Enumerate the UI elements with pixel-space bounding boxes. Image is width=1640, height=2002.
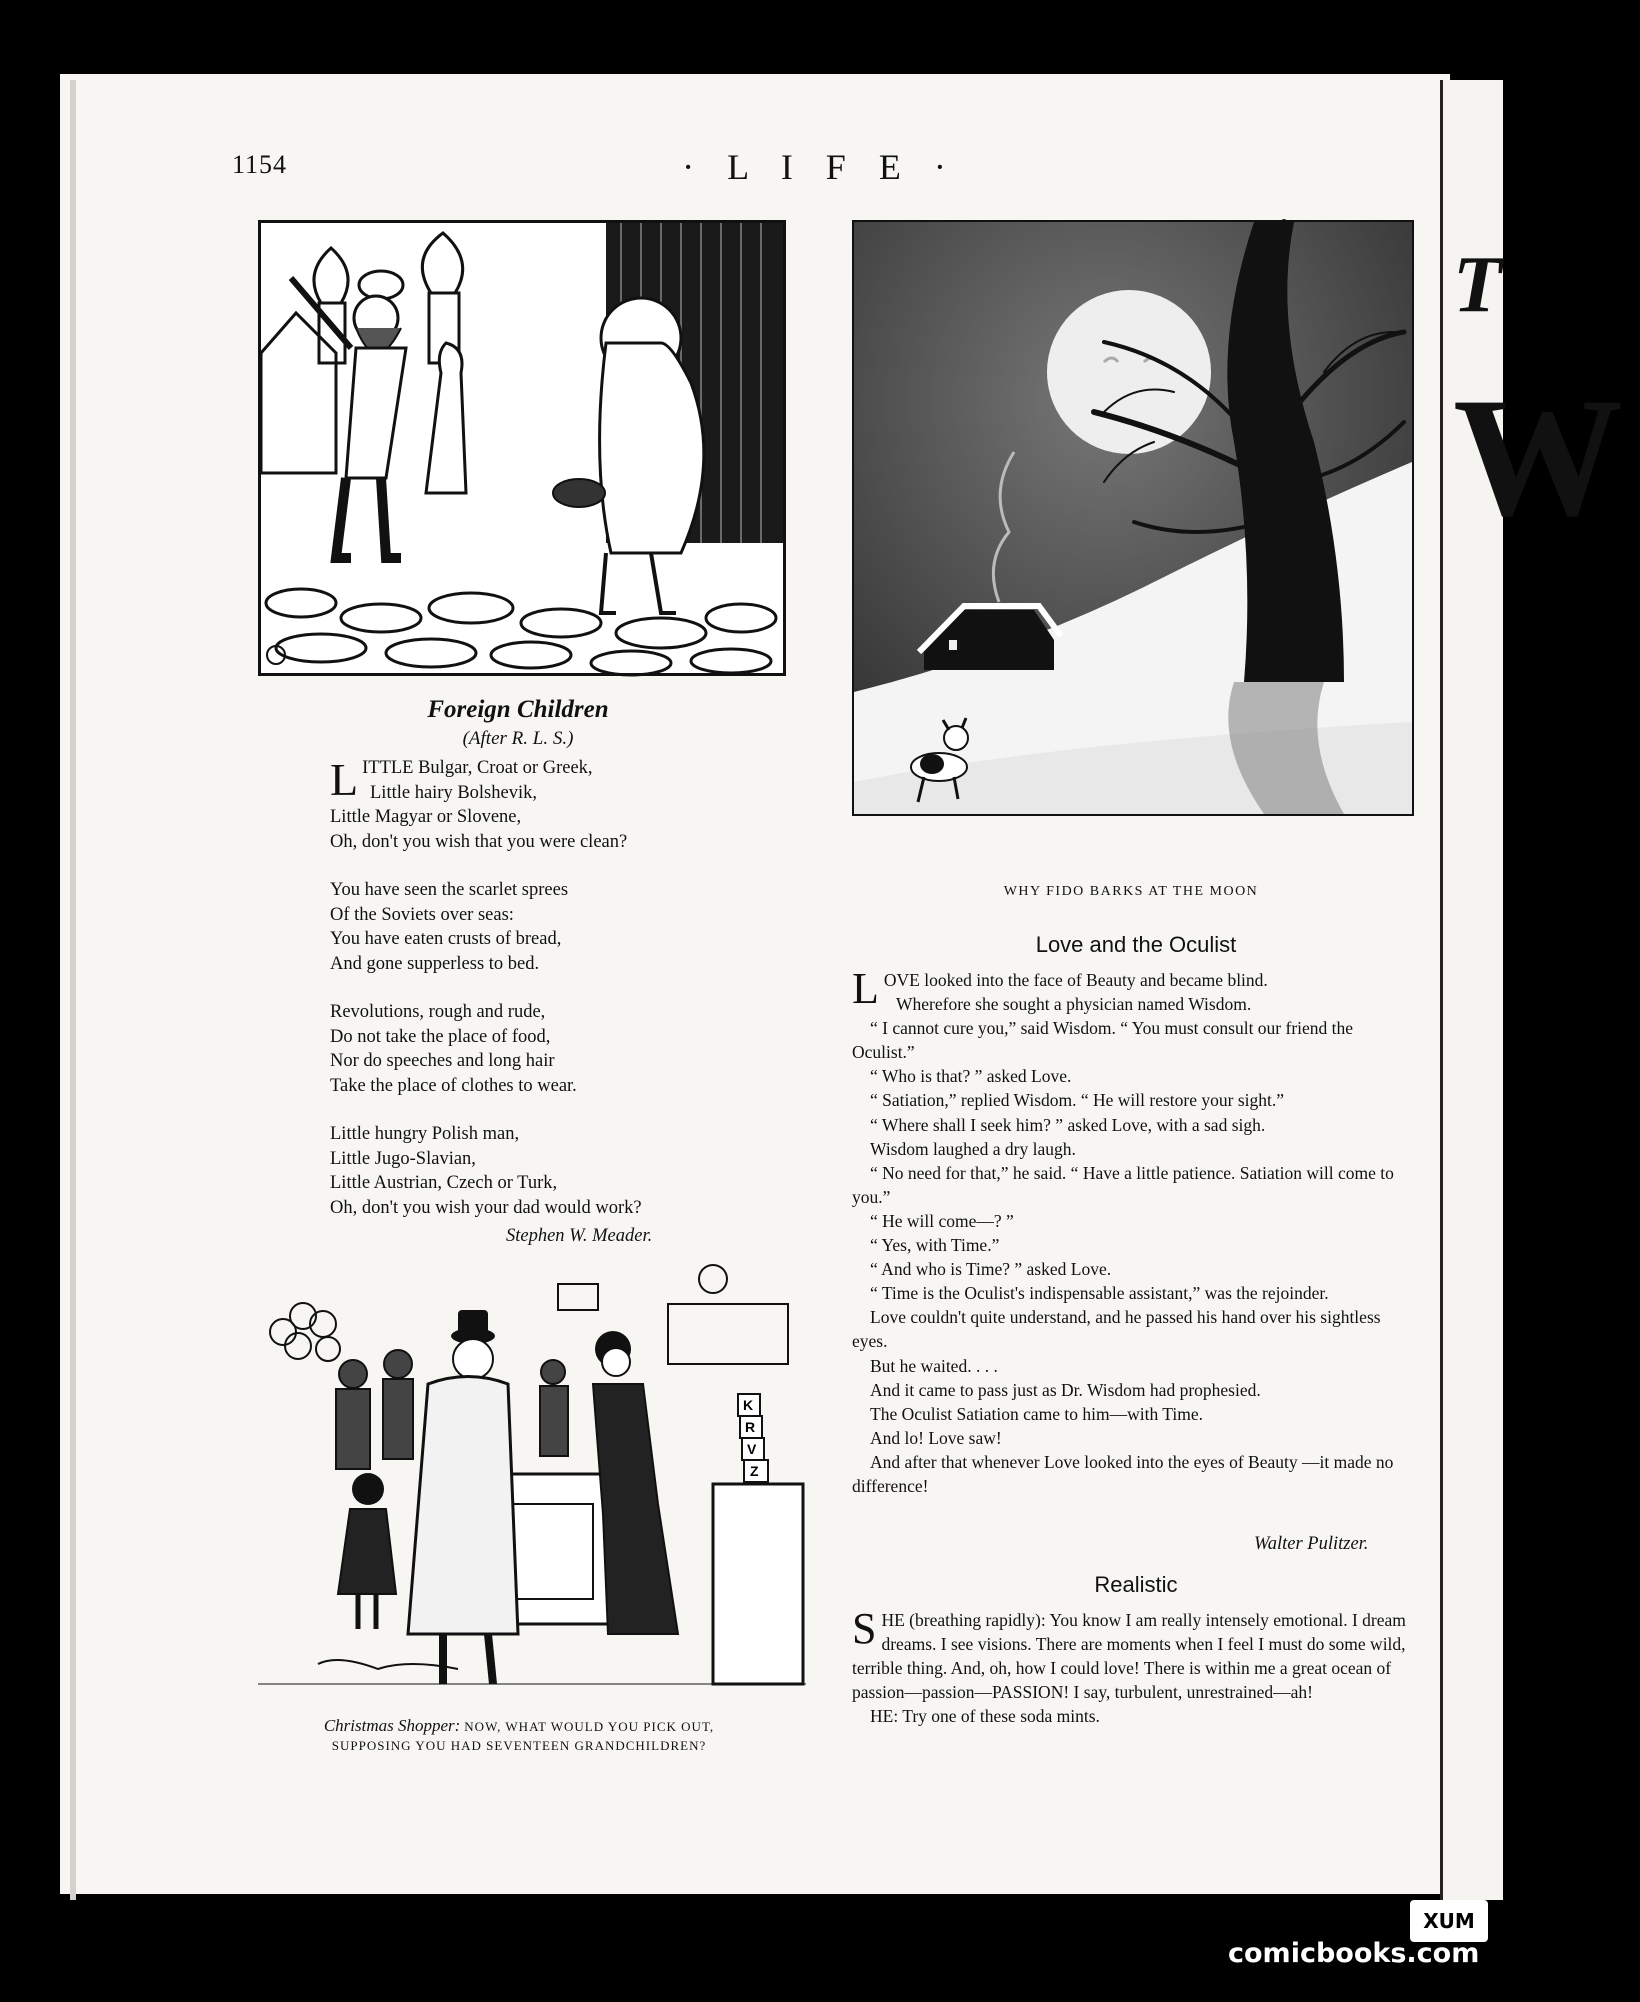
poem-subtitle: (After R. L. S.) <box>462 728 574 749</box>
oculist-line: And lo! Love saw! <box>870 1427 1002 1448</box>
christmas-shopper-cartoon <box>258 1264 806 1708</box>
cartoon-caption-line1: NOW, WHAT WOULD YOU PICK OUT, <box>464 1719 715 1734</box>
oculist-line: “ Who is that? ” asked Love. <box>870 1066 1072 1087</box>
page-number: 1154 <box>232 150 288 179</box>
cartoon-caption <box>264 1716 774 1755</box>
poem-author: Stephen W. Meader. <box>506 1226 653 1246</box>
poem-line: Of the Soviets over seas: <box>330 904 514 925</box>
poem-line: Little Magyar or Slovene, <box>330 807 522 827</box>
poem-dropcap: L <box>330 754 359 805</box>
poem-line: Little hungry Polish man, <box>330 1124 520 1144</box>
next-page-letter-w: W <box>1453 363 1623 551</box>
cartoon-caption-speaker: Christmas Shopper: <box>323 1716 461 1735</box>
oculist-line: Wherefore she sought a physician named Wisdom. <box>896 994 1252 1015</box>
poem-body <box>330 756 642 1220</box>
poem-line: Little Austrian, Czech or Turk, <box>330 1173 558 1193</box>
cartoon-caption-line2: SUPPOSING YOU HAD SEVENTEEN GRANDCHILDREN? <box>331 1738 707 1753</box>
poem-line: Take the place of clothes to wear. <box>330 1075 577 1096</box>
poem-line: You have eaten crusts of bread, <box>330 929 562 949</box>
oculist-line: But he waited. . . . <box>870 1355 998 1376</box>
oculist-line: And it came to pass just as Dr. Wisdom had prophesied. <box>870 1379 1261 1400</box>
poem-line: Oh, don't you wish your dad would work? <box>330 1197 642 1218</box>
oculist-line: “ He will come—? ” <box>870 1210 1014 1231</box>
oculist-line: “ Satiation,” replied Wisdom. “ He will restore your sight.” <box>870 1090 1285 1111</box>
poem-line: Do not take the place of food, <box>330 1026 551 1047</box>
oculist-dropcap: L <box>852 964 879 1013</box>
next-page-letter-t: T <box>1453 241 1502 329</box>
next-page-edge <box>1440 80 1623 1900</box>
oculist-line: “ And who is Time? ” asked Love. <box>870 1259 1112 1280</box>
poem-line: Little hairy Bolshevik, <box>370 782 537 803</box>
magazine-title: · L I F E · <box>682 147 958 187</box>
oculist-line: “ Time is the Oculist's indispensable assistant,” was the rejoinder. <box>870 1283 1329 1304</box>
oculist-line: Love couldn't quite understand, and he passed his hand over his sightless eyes. <box>852 1307 1381 1352</box>
oculist-line: “ Where shall I seek him? ” asked Love, with a sad sigh. <box>870 1114 1266 1135</box>
oculist-line: “ I cannot cure you,” said Wisdom. “ You must consult our friend the Oculist.” <box>852 1018 1354 1063</box>
poem-line: Nor do speeches and long hair <box>330 1051 555 1071</box>
oculist-line: Wisdom laughed a dry laugh. <box>870 1138 1076 1159</box>
moon-illustration <box>852 220 1414 816</box>
block-letter: R <box>745 1419 756 1435</box>
moon-caption: WHY FIDO BARKS AT THE MOON <box>1003 884 1259 899</box>
block-letter: Z <box>750 1463 759 1479</box>
oculist-line: “ No need for that,” he said. “ Have a little patience. Satiation will come to you.” <box>852 1162 1394 1207</box>
realistic-dropcap: S <box>852 1604 877 1653</box>
realistic-body <box>852 1604 1420 1728</box>
block-letter: K <box>743 1397 754 1413</box>
poem-line: Revolutions, rough and rude, <box>330 1002 546 1022</box>
realistic-she-text: HE (breathing rapidly): You know I am really intensely emotional. I dream dreams. I see visions. There are moments when I feel I must do some wild, terrible thing. And, oh, how I could love! There is within me a great ocean of passion—passion—PASSION! I say, turbulent, unrestrained—ah! <box>852 1610 1406 1703</box>
foreign-children-illustration <box>258 220 786 676</box>
poem-line: You have seen the scarlet sprees <box>330 880 569 900</box>
oculist-line: “ Yes, with Time.” <box>870 1235 1000 1256</box>
oculist-title: Love and the Oculist <box>1035 932 1237 957</box>
poem-line: Little Jugo-Slavian, <box>330 1148 476 1169</box>
realistic-he-text: HE: Try one of these soda mints. <box>870 1706 1100 1727</box>
oculist-line: The Oculist Satiation came to him—with Time. <box>870 1403 1203 1424</box>
page-gutter <box>70 80 76 1900</box>
poem-line: And gone supperless to bed. <box>330 953 540 974</box>
poem-line: Oh, don't you wish that you were clean? <box>330 831 628 852</box>
oculist-line: And after that whenever Love looked into the eyes of Beauty —it made no difference! <box>852 1451 1394 1496</box>
realistic-title: Realistic <box>1094 1572 1178 1597</box>
site-watermark: comicbooks.com <box>1228 1938 1480 1969</box>
poem-line: ITTLE Bulgar, Croat or Greek, <box>362 758 593 778</box>
oculist-body <box>852 964 1420 1498</box>
xum-badge: XUM <box>1410 1900 1488 1942</box>
oculist-line: OVE looked into the face of Beauty and became blind. <box>883 970 1268 990</box>
oculist-author: Walter Pulitzer. <box>1254 1534 1369 1554</box>
block-letter: V <box>747 1441 757 1457</box>
poem-title: Foreign Children <box>427 696 609 723</box>
